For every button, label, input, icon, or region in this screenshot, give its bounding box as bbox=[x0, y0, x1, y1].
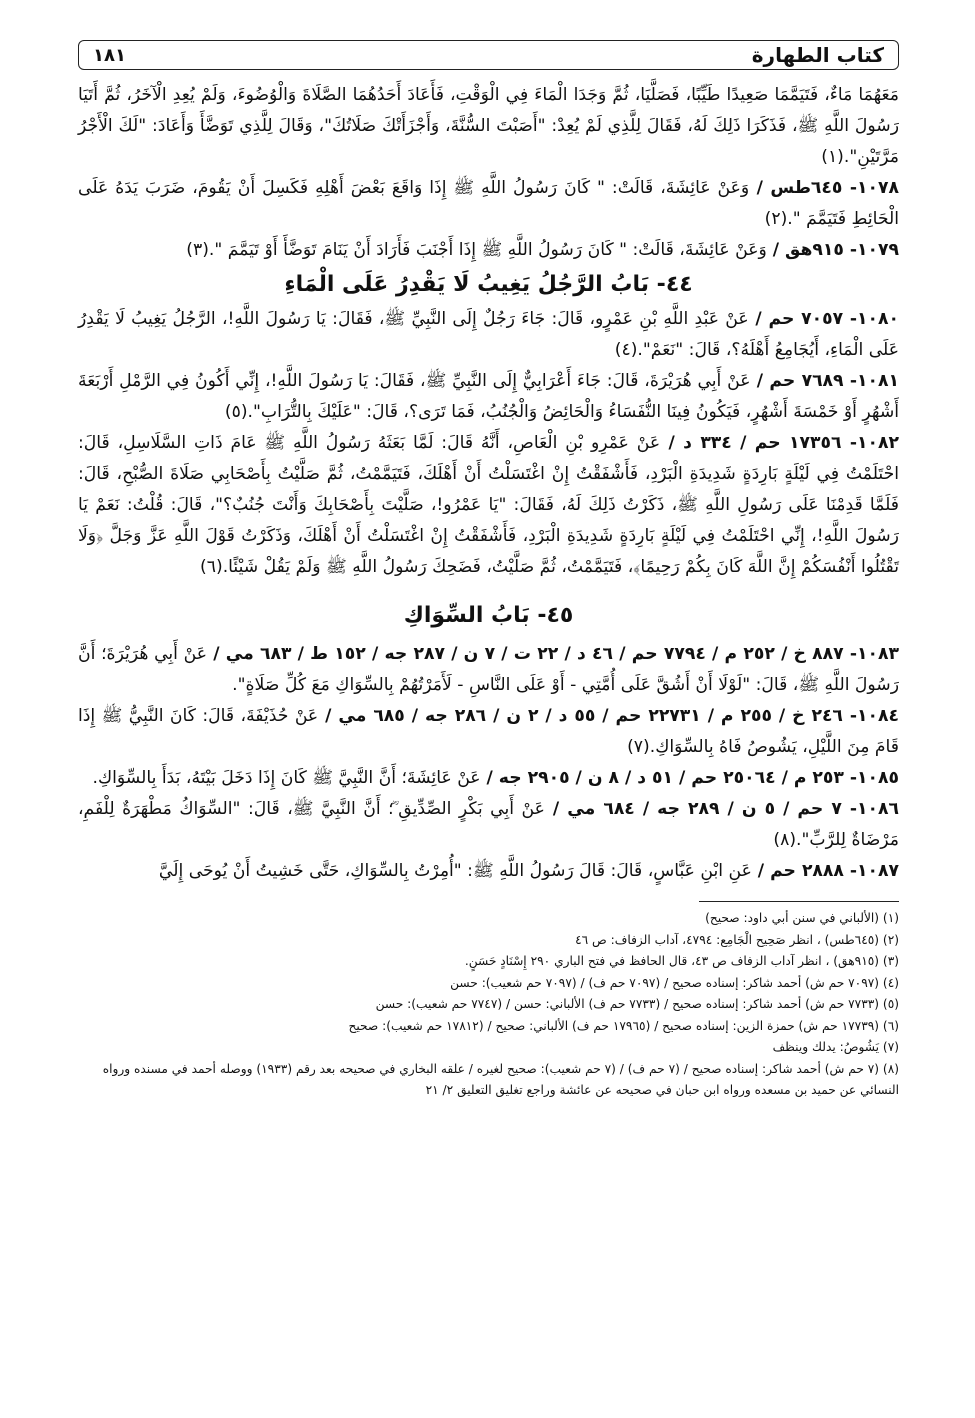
hadith-ref: ١٠٧٩- ٩١٥هق / bbox=[766, 240, 899, 260]
main-text bbox=[78, 80, 899, 887]
hadith-text: مَعَهُمَا مَاءٌ، فَتَيَمَّمَا صَعِيدًا طَيِّبًا، فَصَلَّيَا، ثُمَّ وَجَدَا الْمَاءَ فِي الْوَقْتِ، فَأَعَادَ أَحَدُهُمَا الصَّلَاةَ وَالْوُضُوءَ، وَلَمْ يُعِدِ الْآخَرُ، ثُمَّ أَتَيَا رَسُولَ اللَّهِ ﷺ، فَذَكَرَا ذَلِكَ لَهُ، فَقَالَ لِلَّذِي لَمْ يُعِدْ: "أَصَبْتَ السُّنَّةَ، وَأَجْزَأَتْكَ صَلَاتُكَ"، وَقَالَ لِلَّذِي تَوَضَّأَ وَأَعَادَ: "لَكَ الْأَجْرُ مَرَّتَيْنِ".(١) bbox=[78, 85, 899, 167]
page bbox=[78, 40, 899, 1102]
hadith-1081 bbox=[78, 366, 899, 428]
hadith-1083 bbox=[78, 639, 899, 701]
hadith-1079 bbox=[78, 235, 899, 266]
hadith-text: عَنْ أَبِي هُرَيْرَةَ؛ أَنَّ رَسُولَ اللَّهِ ﷺ، قَالَ: "لَوْلَا أَنْ أَشُقَّ عَلَى أُمَّتِي - أَوْ عَلَى النَّاسِ - لَأَمَرْتُهُمْ بِالسِّوَاكِ مَعَ كُلِّ صَلَاةٍ". bbox=[78, 644, 899, 695]
hadith-1080 bbox=[78, 304, 899, 366]
footnote-7: (٧) يَشُوصُ: يدلك وينظف bbox=[772, 1040, 899, 1054]
hadith-ref: ١٠٨١- ٧٦٨٩ حم / bbox=[750, 371, 899, 391]
footnote-1: (١) (الألباني في سنن أبي داود: صحيح) bbox=[705, 911, 899, 925]
hadith-ref: ١٠٨٠- ٧٠٥٧ حم / bbox=[748, 309, 899, 329]
hadith-ref: ١٠٨٣- ٨٨٧ خ / ٢٥٢ م / ٧٧٩٤ حم / ٤٦ د / ٢٢ ت / ٧ ن / ٢٨٧ جه / ١٥٢ ط / ٦٨٣ مي / bbox=[207, 644, 899, 664]
footnotes bbox=[78, 908, 899, 1102]
hadith-continuation bbox=[78, 80, 899, 173]
hadith-text: عَنْ عَائِشَةَ؛ أَنَّ النَّبِيَّ ﷺ كَانَ إِذَا دَخَلَ بَيْتَهُ، بَدَأَ بِالسِّوَاكِ. bbox=[92, 768, 481, 788]
chapter-heading-45: ٤٥- بَابُ السِّوَاكِ bbox=[403, 603, 574, 628]
hadith-text: عَنْ أَبِي هُرَيْرَةَ، قَالَ: جَاءَ أَعْرَابِيٌّ إِلَى النَّبِيِّ ﷺ، فَقَالَ: يَا رَسُولَ اللَّهِ!، إِنِّي أَكُونُ فِي الرَّمْلِ أَرْبَعَةَ أَشْهُرٍ أَوْ خَمْسَةَ أَشْهُرٍ، فَيَكُونُ فِينَا النُّفَسَاءُ وَالْحَائِضُ وَالْجُنُبُ، فَمَا تَرَى؟، قَالَ: "عَلَيْكَ بِالتُّرَابِ".(٥) bbox=[78, 371, 899, 422]
hadith-1084 bbox=[78, 701, 899, 763]
footnote-3: (٣) (٩١٥هق) ، انظر آداب الزفاف ص ٤٣، قال الحافظ في فتح الباري ٢٩٠ إِسْنَادٍ حَسَنٍ. bbox=[464, 954, 899, 968]
hadith-ref: ١٠٨٤- ٢٤٦ خ / ٢٥٥ م / ٢٢٧٣١ حم / ٥٥ د / ٢ ن / ٢٨٦ جه / ٦٨٥ مي / bbox=[318, 706, 899, 726]
hadith-1086 bbox=[78, 794, 899, 856]
footnote-2: (٢) (٦٤٥طس) ، انظر صَحِيح الْجَامِع: ٤٧٩٤، آداب الزفاف: ص ٤٦ bbox=[575, 932, 899, 947]
footnote-6: (٦) (١٧٧٣٩ حم ش) حمزة الزين: إسناده صحيح / (١٧٩٦٥ حم ف) الألباني: صحيح / (١٧٨١٢ حم شعيب): صحيح bbox=[348, 1018, 899, 1033]
chapter-heading-44: ٤٤- بَابُ الرَّجُلُ يَغِيبُ لَا يَقْدِرُ عَلَى الْمَاءِ bbox=[284, 272, 693, 297]
hadith-1078 bbox=[78, 173, 899, 235]
hadith-ref: ١٠٨٢- ١٧٣٥٦ حم / ٣٣٤ د / bbox=[660, 433, 899, 453]
page-number: ١٨١ bbox=[93, 44, 126, 66]
hadith-ref: ١٠٨٧- ٢٨٨٨ حم / bbox=[751, 861, 899, 881]
hadith-text: عَنْ حُذَيْفَةَ، قَالَ: كَانَ النَّبِيُّ ﷺ إِذَا قَامَ مِنَ اللَّيْلِ، يَشُوصُ فَاهُ بِالسِّوَاكِ.(٧) bbox=[78, 706, 899, 757]
hadith-ref: ١٠٨٥- ٢٥٣ م / ٢٥٠٦٤ حم / ٥١ د / ٨ ن / ٢٩٠٥ جه / bbox=[480, 768, 899, 788]
footnote-4: (٤) (٧٠٩٧ حم ش) أحمد شاكر: إسناده صحيح / (٧٠٩٧ حم ف) / (٧٠٩٧ حم شعيب): حسن bbox=[450, 975, 899, 990]
footnote-5: (٥) (٧٧٣٣ حم ش) أحمد شاكر: إسناده صحيح / (٧٧٣٣ حم ف) الألباني: حسن / (٧٧٤٧ حم شعيب): حسن bbox=[375, 997, 899, 1011]
hadith-ref: ١٠٨٦- ٧ حم / ٥ ن / ٢٨٩ جه / ٦٨٤ مي / bbox=[544, 799, 899, 819]
hadith-text: عَنْ عَمْرِو بْنِ الْعَاصِ، أَنَّهُ قَالَ: لَمَّا بَعَثَهُ رَسُولُ اللَّهِ ﷺ عَامَ ذَاتِ السَّلَاسِلِ، قَالَ: احْتَلَمْتُ فِي لَيْلَةٍ بَارِدَةٍ شَدِيدَةِ الْبَرْدِ، فَأَشْفَقْتُ إِنْ اغْتَسَلْتُ أَنْ أَهْلَكَ، فَتَيَمَّمْتُ، ثُمَّ صَلَّيْتُ بِأَصْحَابِي صَلَاةَ الصُّبْحِ، قَالَ: فَلَمَّا قَدِمْنَا عَلَى رَسُولِ اللَّهِ ﷺ، ذَكَرْتُ ذَلِكَ لَهُ، فَقَالَ: "يَا عَمْرُو!، صَلَّيْتَ بِأَصْحَابِكَ وَأَنْتَ جُنُبٌ؟"، قَالَ: قُلْتُ: نَعَمْ يَا رَسُولَ اللَّهِ!، إِنِّي احْتَلَمْتُ فِي لَيْلَةٍ بَارِدَةٍ شَدِيدَةِ الْبَرْدِ، فَأَشْفَقْتُ إِنْ اغْتَسَلْتُ أَنْ أَهْلَكَ، وَذَكَرْتُ قَوْلَ اللَّهِ عَزَّ وَجَلَّ ﴿وَلَا تَقْتُلُوا أَنْفُسَكُمْ إِنَّ اللَّهَ كَانَ بِكُمْ رَحِيمًا﴾، فَتَيَمَّمْتُ، ثُمَّ صَلَّيْتُ، فَضَحِكَ رَسُولُ اللَّهِ ﷺ وَلَمْ يَقُلْ شَيْئًا.(٦) bbox=[78, 433, 899, 577]
hadith-text: عَنْ أَبِي بَكْرٍ الصِّدِّيقِ ؓ؛ أَنَّ النَّبِيَّ ﷺ، قَالَ: "السِّوَاكُ مَطْهَرَةٌ لِلْفَمِ، مَرْضَاةٌ لِلرَّبِّ".(٨) bbox=[78, 799, 899, 850]
hadith-text: وَعَنْ عَائِشَةَ، قَالَتْ: " كَانَ رَسُولُ اللَّهِ ﷺ إِذَا وَاقَعَ بَعْضَ أَهْلِهِ فَكَسِلَ أَنْ يَقُومَ، ضَرَبَ يَدَهُ عَلَى الْحَائِطِ فَتَيَمَّمَ ".(٢) bbox=[78, 178, 899, 229]
hadith-text: عَنِ ابْنِ عَبَّاسٍ، قَالَ: قَالَ رَسُولُ اللَّهِ ﷺ: "أُمِرْتُ بِالسِّوَاكِ، حَتَّى خَشِيتُ أَنْ يُوحَى إِلَيَّ bbox=[158, 861, 752, 881]
page-header bbox=[78, 40, 899, 70]
footnote-8: (٨) (٧ حم ش) أحمد شاكر: إسناده صحيح / (٧ حم ف) / (٧ حم شعيب): صحيح لغيره / علقه البخاري في صحيحه بعد رقم (١٩٣٣) ووصله أحمد في مسنده ورواه النسائي عن حميد بن مسعده ورواه ابن حبان في صحيحه عن عائشة وراجع تغليق التعليق ٢/ ٢١ bbox=[102, 1061, 899, 1097]
hadith-text: عَنْ عَبْدِ اللَّهِ بْنِ عَمْرٍو، قَالَ: جَاءَ رَجُلٌ إِلَى النَّبِيِّ ﷺ، فَقَالَ: يَا رَسُولَ اللَّهِ!، الرَّجُلُ يَغِيبُ لَا يَقْدِرُ عَلَى الْمَاءِ، أَيُجَامِعُ أَهْلَهُ؟، قَالَ: "نَعَمْ".(٤) bbox=[78, 309, 899, 360]
hadith-1082 bbox=[78, 428, 899, 583]
hadith-1087 bbox=[78, 856, 899, 887]
hadith-text: وَعَنْ عَائِشَةَ، قَالَتْ: " كَانَ رَسُولُ اللَّهِ ﷺ إِذَا أَجْنَبَ فَأَرَادَ أَنْ يَنَامَ تَوَضَّأَ أَوْ تَيَمَّمَ ".(٣) bbox=[186, 240, 767, 260]
footnote-divider bbox=[699, 901, 899, 902]
hadith-1085 bbox=[78, 763, 899, 794]
book-title: كتاب الطهارة bbox=[751, 43, 884, 67]
hadith-ref: ١٠٧٨- ٦٤٥طس / bbox=[749, 178, 899, 198]
